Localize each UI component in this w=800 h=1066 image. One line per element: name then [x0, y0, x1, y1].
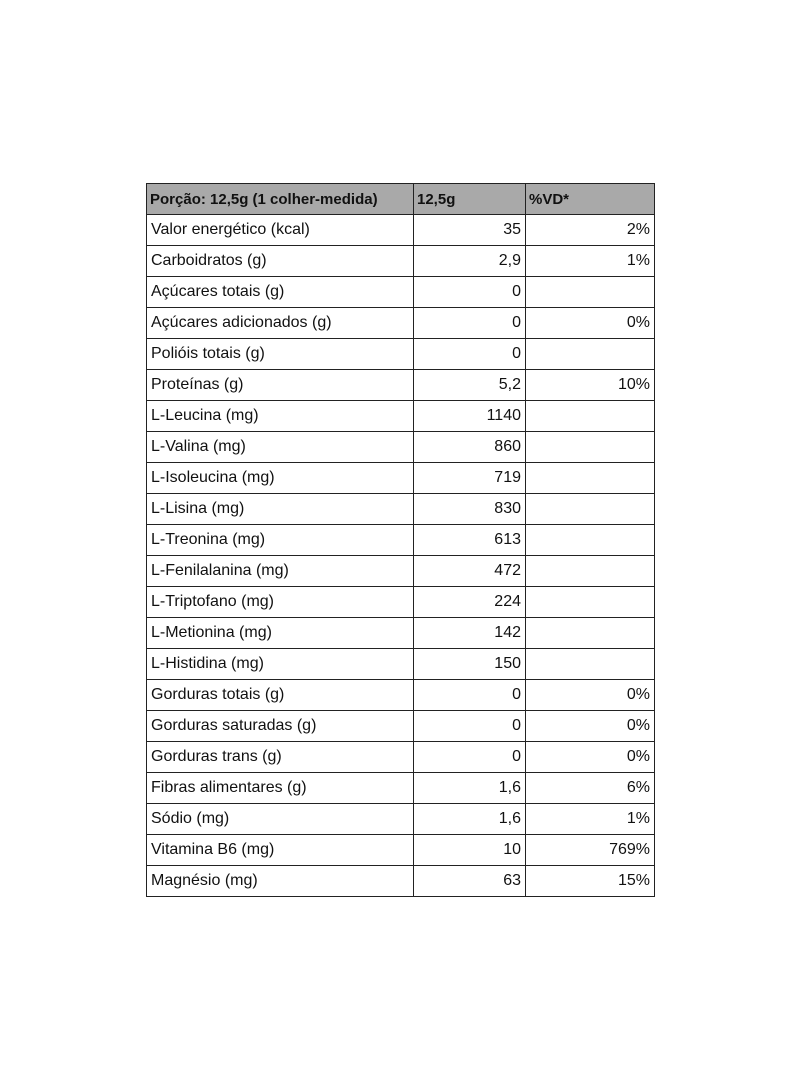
table-row: [147, 401, 655, 432]
nutrient-name-cell: Sódio (mg): [147, 804, 414, 835]
amount-cell: 1140: [414, 401, 526, 432]
table-row: [147, 246, 655, 277]
table-row: [147, 649, 655, 680]
nutrition-table-container: [146, 183, 654, 897]
nutrient-name-cell: L-Metionina (mg): [147, 618, 414, 649]
daily-value-cell: 769%: [526, 835, 655, 866]
daily-value-cell: [526, 618, 655, 649]
table-row: [147, 308, 655, 339]
table-row: [147, 525, 655, 556]
nutrient-name-cell: Carboidratos (g): [147, 246, 414, 277]
header-amount: 12,5g: [414, 184, 526, 215]
amount-cell: 1,6: [414, 773, 526, 804]
table-row: [147, 215, 655, 246]
daily-value-cell: [526, 587, 655, 618]
amount-cell: 830: [414, 494, 526, 525]
table-row: [147, 370, 655, 401]
amount-cell: 35: [414, 215, 526, 246]
amount-cell: 150: [414, 649, 526, 680]
nutrient-name-cell: Proteínas (g): [147, 370, 414, 401]
amount-cell: 613: [414, 525, 526, 556]
amount-cell: 0: [414, 277, 526, 308]
nutrient-name-cell: L-Isoleucina (mg): [147, 463, 414, 494]
table-row: [147, 339, 655, 370]
daily-value-cell: [526, 494, 655, 525]
nutrient-name-cell: L-Lisina (mg): [147, 494, 414, 525]
amount-cell: 0: [414, 680, 526, 711]
nutrient-name-cell: Magnésio (mg): [147, 866, 414, 897]
table-row: [147, 432, 655, 463]
table-row: [147, 711, 655, 742]
nutrient-name-cell: Açúcares totais (g): [147, 277, 414, 308]
amount-cell: 2,9: [414, 246, 526, 277]
amount-cell: 860: [414, 432, 526, 463]
daily-value-cell: 1%: [526, 804, 655, 835]
header-row: [147, 184, 655, 215]
nutrient-name-cell: Gorduras totais (g): [147, 680, 414, 711]
amount-cell: 0: [414, 308, 526, 339]
amount-cell: 0: [414, 711, 526, 742]
amount-cell: 224: [414, 587, 526, 618]
nutrient-name-cell: L-Triptofano (mg): [147, 587, 414, 618]
nutrient-name-cell: L-Valina (mg): [147, 432, 414, 463]
table-row: [147, 742, 655, 773]
amount-cell: 0: [414, 742, 526, 773]
daily-value-cell: [526, 401, 655, 432]
nutrient-name-cell: Gorduras saturadas (g): [147, 711, 414, 742]
nutrient-name-cell: Vitamina B6 (mg): [147, 835, 414, 866]
amount-cell: 5,2: [414, 370, 526, 401]
nutrient-name-cell: Gorduras trans (g): [147, 742, 414, 773]
amount-cell: 1,6: [414, 804, 526, 835]
table-row: [147, 618, 655, 649]
daily-value-cell: 1%: [526, 246, 655, 277]
daily-value-cell: 2%: [526, 215, 655, 246]
table-row: [147, 556, 655, 587]
table-row: [147, 773, 655, 804]
daily-value-cell: 0%: [526, 680, 655, 711]
nutrient-name-cell: Polióis totais (g): [147, 339, 414, 370]
nutrition-facts-table: [146, 183, 655, 897]
table-row: [147, 494, 655, 525]
header-vd: %VD*: [526, 184, 655, 215]
table-row: [147, 835, 655, 866]
nutrient-name-cell: L-Histidina (mg): [147, 649, 414, 680]
daily-value-cell: [526, 556, 655, 587]
table-body: [147, 215, 655, 897]
table-row: [147, 587, 655, 618]
nutrient-name-cell: L-Treonina (mg): [147, 525, 414, 556]
table-header: [147, 184, 655, 215]
amount-cell: 142: [414, 618, 526, 649]
daily-value-cell: [526, 525, 655, 556]
daily-value-cell: 10%: [526, 370, 655, 401]
nutrient-name-cell: Açúcares adicionados (g): [147, 308, 414, 339]
table-row: [147, 804, 655, 835]
daily-value-cell: 15%: [526, 866, 655, 897]
table-row: [147, 277, 655, 308]
daily-value-cell: 0%: [526, 742, 655, 773]
daily-value-cell: [526, 277, 655, 308]
table-row: [147, 463, 655, 494]
table-row: [147, 680, 655, 711]
nutrient-name-cell: L-Leucina (mg): [147, 401, 414, 432]
amount-cell: 10: [414, 835, 526, 866]
table-row: [147, 866, 655, 897]
daily-value-cell: [526, 432, 655, 463]
amount-cell: 63: [414, 866, 526, 897]
daily-value-cell: 0%: [526, 711, 655, 742]
daily-value-cell: [526, 463, 655, 494]
daily-value-cell: 6%: [526, 773, 655, 804]
amount-cell: 719: [414, 463, 526, 494]
nutrient-name-cell: Fibras alimentares (g): [147, 773, 414, 804]
nutrient-name-cell: Valor energético (kcal): [147, 215, 414, 246]
daily-value-cell: [526, 339, 655, 370]
header-portion: Porção: 12,5g (1 colher-medida): [147, 184, 414, 215]
daily-value-cell: [526, 649, 655, 680]
nutrient-name-cell: L-Fenilalanina (mg): [147, 556, 414, 587]
amount-cell: 0: [414, 339, 526, 370]
amount-cell: 472: [414, 556, 526, 587]
daily-value-cell: 0%: [526, 308, 655, 339]
